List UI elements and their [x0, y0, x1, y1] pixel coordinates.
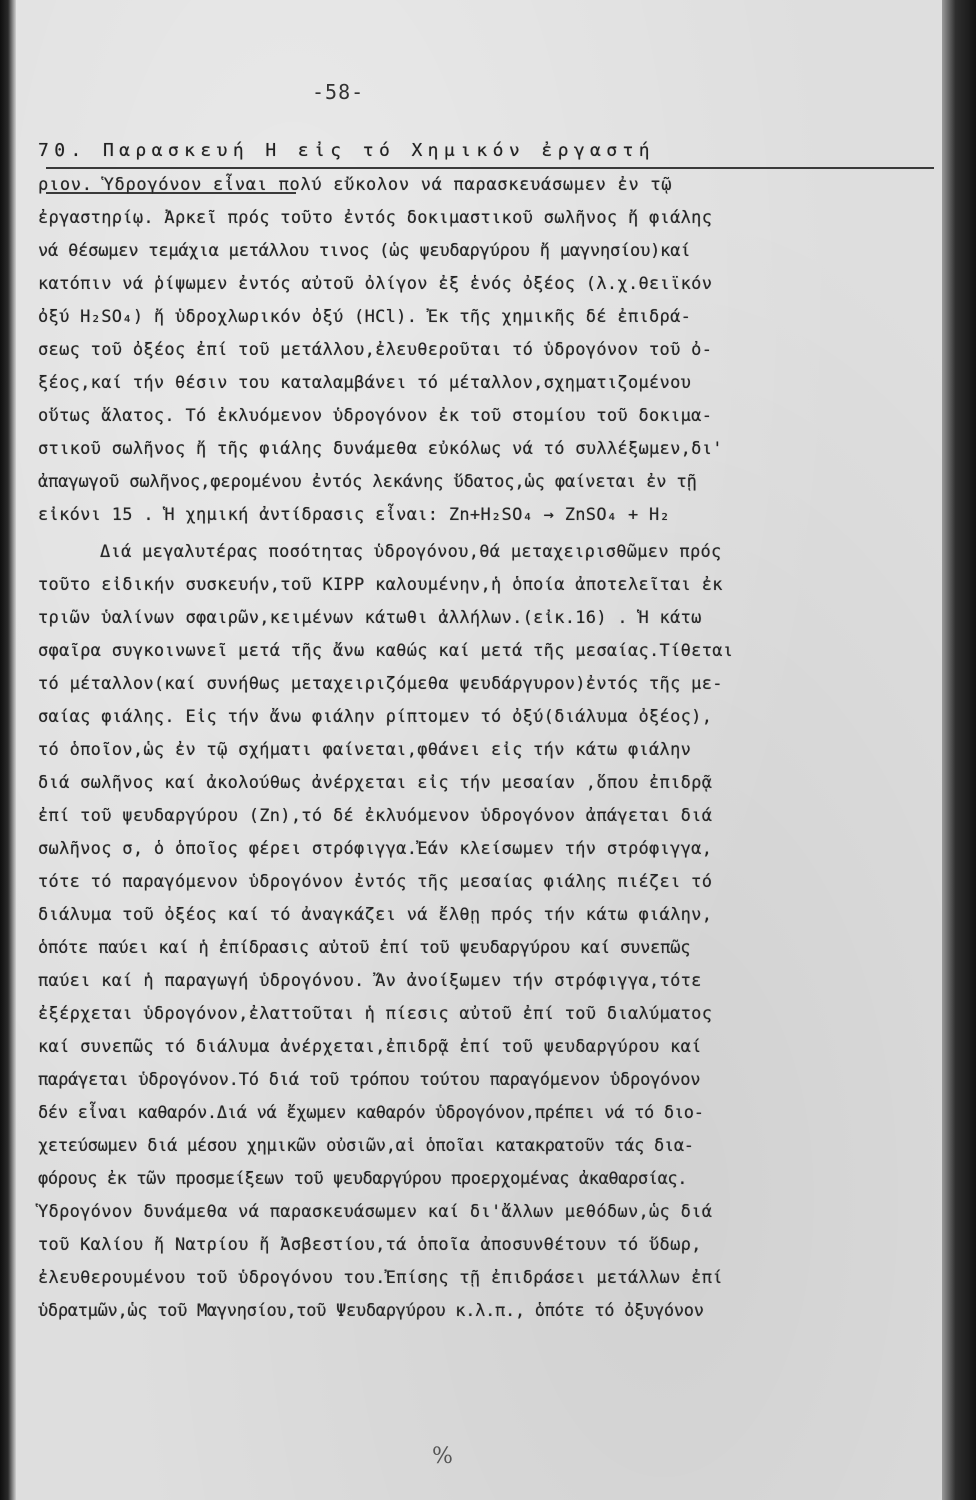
reaction-line: εἰκόνι 15 . Ἡ χημική ἀντίδρασις εἶναι: Zn+H₂SO₄ → ZnSO₄ + H₂: [38, 505, 671, 525]
text-line: διάλυμα τοῦ ὀξέος καί τό ἀναγκάζει νά ἔλθῃ πρός τήν κάτω φιάλην,: [38, 905, 713, 925]
text-line: καί συνεπῶς τό διάλυμα ἀνέρχεται,ἐπιδρᾷ ἐπί τοῦ ψευδαργύρου καί: [38, 1037, 702, 1057]
page-number: -58-: [312, 80, 365, 104]
text-line: ὑδρατμῶν,ὡς τοῦ Μαγνησίου,τοῦ Ψευδαργύρου κ.λ.π., ὁπότε τό ὀξυγόνον: [38, 1301, 704, 1321]
text-line: ἐπί τοῦ ψευδαργύρου (Zn),τό δέ ἐκλυόμενον ὑδρογόνον ἀπάγεται διά: [38, 806, 713, 826]
text-line: ἐλευθερουμένου τοῦ ὑδρογόνου του.Ἐπίσης τῇ ἐπιδράσει μετάλλων ἐπί: [38, 1268, 723, 1288]
left-page-edge: [0, 0, 16, 1500]
text-line: οὕτως ἅλατος. Τό ἐκλυόμενον ὑδρογόνον ἐκ τοῦ στομίου τοῦ δοκιμα-: [38, 406, 713, 426]
text-line: τό ὁποῖον,ὡς ἐν τῷ σχήματι φαίνεται,φθάνει εἰς τήν κάτω φιάλην: [38, 740, 692, 760]
text-line: τριῶν ὑαλίνων σφαιρῶν,κειμένων κάτωθι ἀλλήλων.(εἰκ.16) . Ἡ κάτω: [38, 608, 702, 628]
right-page-edge: [942, 0, 976, 1500]
text-line: φόρους ἐκ τῶν προσμείξεων τοῦ ψευδαργύρου προερχομένας ἀκαθαρσίας.: [38, 1169, 688, 1189]
text-line: σφαῖρα συγκοινωνεῖ μετά τῆς ἄνω καθώς καί μετά τῆς μεσαίας.Τίθεται: [38, 641, 734, 661]
text-line: ἀπαγωγοῦ σωλῆνος,φερομένου ἐντός λεκάνης ὕδατος,ὡς φαίνεται ἐν τῇ: [38, 472, 697, 492]
text-line: Ὑδρογόνον δυνάμεθα νά παρασκευάσωμεν καί δι'ἄλλων μεθόδων,ὡς διά: [38, 1202, 713, 1222]
text-line: παράγεται ὑδρογόνον.Τό διά τοῦ τρόπου τούτου παραγόμενον ὑδρογόνον: [38, 1070, 701, 1090]
text-line: Διά μεγαλυτέρας ποσότητας ὑδρογόνου,θά μεταχειρισθῶμεν πρός: [100, 542, 722, 562]
text-line: ἐργαστηρίῳ. Ἀρκεῖ πρός τοῦτο ἐντός δοκιμαστικοῦ σωλῆνος ἤ φιάλης: [38, 208, 713, 228]
text-line: κατόπιν νά ῥίψωμεν ἐντός αὐτοῦ ὀλίγον ἐξ ἑνός ὀξέος (λ.χ.θειϊκόν: [38, 274, 713, 294]
heading-underline: [46, 167, 934, 169]
text-line: σωλῆνος σ, ὁ ὁποῖος φέρει στρόφιγγα.Ἐάν κλείσωμεν τήν στρόφιγγα,: [38, 839, 713, 859]
typewritten-page: [16, 0, 942, 1500]
text-line: ἐξέρχεται ὑδρογόνον,ἐλαττοῦται ἡ πίεσις αὐτοῦ ἐπί τοῦ διαλύματος: [38, 1004, 713, 1024]
text-line: ριον. Ὑδρογόνον εἶναι πολύ εὔκολον νά παρασκευάσωμεν ἐν τῷ: [38, 175, 673, 195]
section-heading: 70. Παρασκευή Η εἰς τό Χημικόν ἐργαστή: [38, 140, 656, 161]
text-line: τότε τό παραγόμενον ὑδρογόνον ἐντός τῆς μεσαίας φιάλης πιέζει τό: [38, 872, 713, 892]
text-line: τοῦ Καλίου ἤ Νατρίου ἤ Ἀσβεστίου,τά ὁποῖα ἀποσυνθέτουν τό ὕδωρ,: [38, 1235, 702, 1255]
text-line: ξέος,καί τήν θέσιν του καταλαμβάνει τό μέταλλον,σχηματιζομένου: [38, 373, 692, 393]
text-line: δέν εἶναι καθαρόν.Διά νά ἔχωμεν καθαρόν ὑδρογόνον,πρέπει νά τό διο-: [38, 1103, 704, 1123]
text-line: τοῦτο εἰδικήν συσκευήν,τοῦ KIPP καλουμένην,ἡ ὁποία ἀποτελεῖται ἐκ: [38, 575, 723, 595]
text-line: στικοῦ σωλῆνος ἤ τῆς φιάλης δυνάμεθα εὐκόλως νά τό συλλέξωμεν,δι': [38, 439, 723, 459]
text-line: ὀξύ H₂SO₄) ἤ ὑδροχλωρικόν ὀξύ (HCl). Ἐκ τῆς χημικῆς δέ ἐπιδρά-: [38, 307, 692, 327]
text-line: σαίας φιάλης. Εἰς τήν ἄνω φιάλην ρίπτομεν τό ὀξύ(διάλυμα ὀξέος),: [38, 707, 713, 727]
text-line: χετεύσωμεν διά μέσου χημικῶν οὐσιῶν,αἱ ὁποῖαι κατακρατοῦν τάς δια-: [38, 1136, 694, 1156]
text-line: διά σωλῆνος καί ἀκολούθως ἀνέρχεται εἰς τήν μεσαίαν ,ὅπου ἐπιδρᾷ: [38, 773, 713, 793]
text-line: ὁπότε παύει καί ἡ ἐπίδρασις αὐτοῦ ἐπί τοῦ ψευδαργύρου καί συνεπῶς: [38, 938, 691, 958]
text-line: παύει καί ἡ παραγωγή ὑδρογόνου. Ἄν ἀνοίξωμεν τήν στρόφιγγα,τότε: [38, 971, 702, 991]
text-line: σεως τοῦ ὀξέος ἐπί τοῦ μετάλλου,ἐλευθεροῦται τό ὑδρογόνον τοῦ ὀ-: [38, 340, 713, 360]
text-line: τό μέταλλον(καί συνήθως μεταχειριζόμεθα ψευδάργυρον)ἐντός τῆς με-: [38, 674, 723, 694]
footer-mark: %: [432, 1444, 453, 1469]
text-line: νά θέσωμεν τεμάχια μετάλλου τινος (ὡς ψευδαργύρου ἤ μαγνησίου)καί: [38, 241, 691, 261]
